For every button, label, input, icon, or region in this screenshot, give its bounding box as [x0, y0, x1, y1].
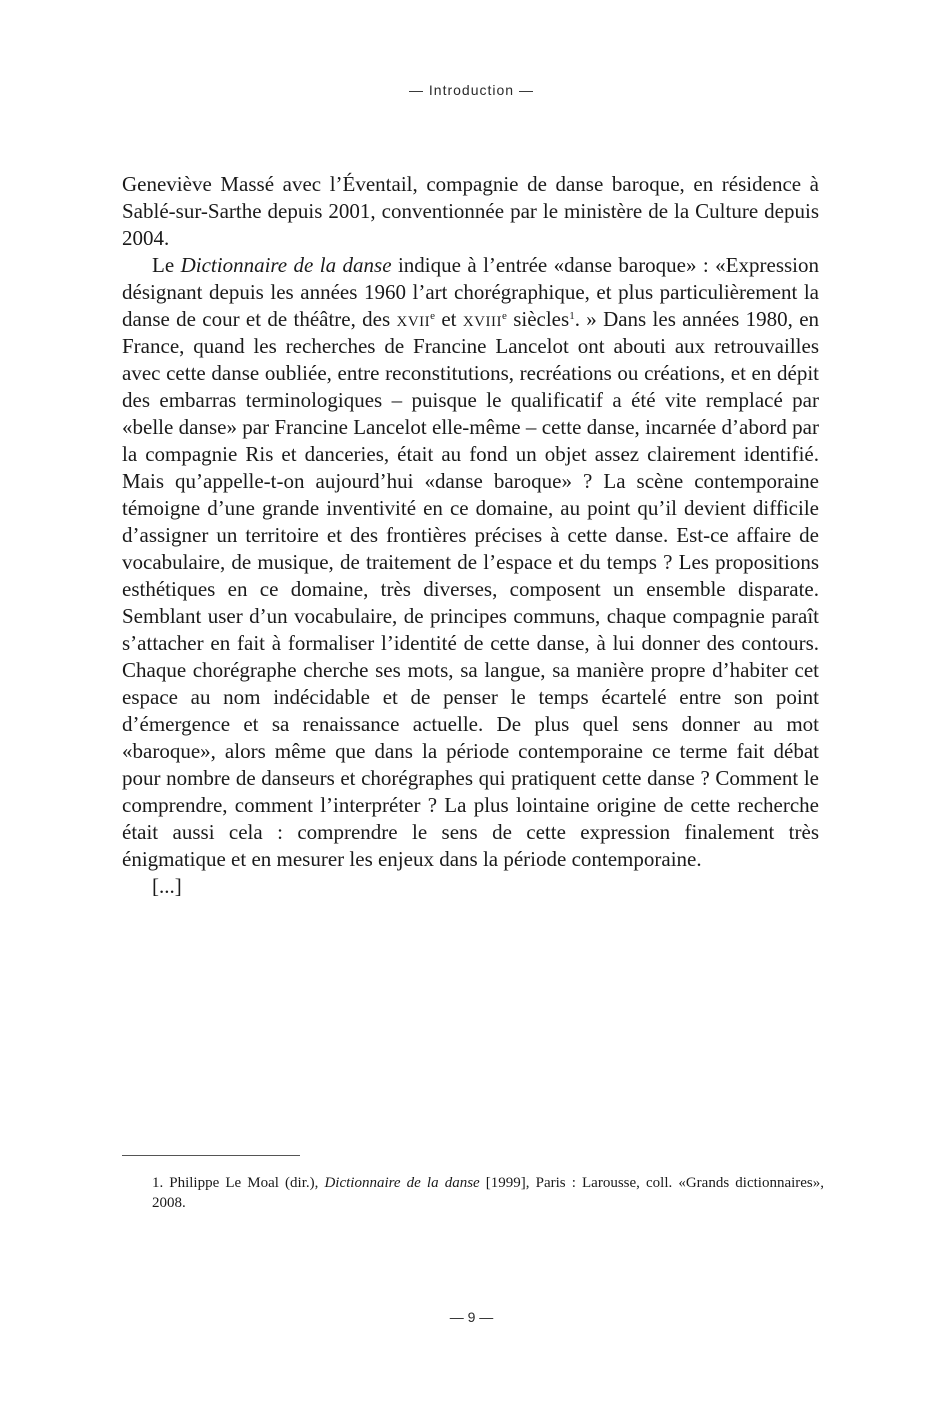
paragraph-2: [122, 252, 819, 873]
paragraph-1: Geneviève Massé avec l’Éventail, compagnie de danse baroque, en résidence à Sablé-sur-Sarthe depuis 2001, conventionnée par le ministère de la Culture depuis 2004.: [122, 172, 819, 250]
footnote-text-b: [1999], Paris : Larousse, coll. «Grands dictionnaires», 2008.: [152, 1175, 825, 1211]
page-number: — 9 —: [449, 1309, 494, 1325]
paragraph-2-text-c: et: [435, 307, 463, 331]
century-18: xviii: [462, 307, 502, 331]
main-text: [122, 171, 819, 900]
footnote-number: 1.: [152, 1175, 164, 1191]
running-head: — Introduction —: [409, 82, 534, 98]
century-17: xvii: [396, 307, 431, 331]
footnote-divider: [122, 1155, 300, 1156]
footnote-reference[interactable]: 1: [569, 310, 575, 322]
footnote-1: [152, 1173, 824, 1213]
footnote-title: Dictionnaire de la danse: [324, 1175, 480, 1191]
footnote-text-a: Philippe Le Moal (dir.),: [169, 1175, 325, 1191]
dictionary-title: Dictionnaire de la danse: [180, 253, 392, 277]
paragraph-2-text-d: siècles: [506, 307, 570, 331]
paragraph-2-text-e: . » Dans les années 1980, en France, quand les recherches de Francine Lancelot ont abouti aux retrouvailles avec cette danse oubliée, entre reconstitutions, recréations ou créations, et en dépit des embarras terminologiques – puisque le qualificatif a été vite remplacé par «belle danse» par Francine Lancelot elle-même – cette danse, incarnée d’abord par la compagnie Ris et danceries, était au fond un objet assez clairement identifié. Mais qu’appelle-t-on aujourd’hui «danse baroque» ? La scène contemporaine témoigne d’une grande inventivité en ce domaine, au point qu’il devient difficile d’assigner un territoire et des frontières précises à cette danse. Est-ce affaire de vocabulaire, de musique, de traitement de l’espace et du temps ? Les propositions esthétiques en ce domaine, très diverses, composent un ensemble disparate. Semblant user d’un vocabulaire, de principes communs, chaque compagnie paraît s’attacher en fait à formaliser l’identité de cette danse, à lui donner des contours. Chaque chorégraphe cherche ses mots, sa langue, sa manière propre d’habiter cet espace au nom indécidable et de penser le temps écartelé entre son point d’émergence et sa renaissance actuelle. De plus quel sens donner au mot «baroque», alors même que dans la période contemporaine ce terme fait débat pour nombre de danseurs et chorégraphes qui pratiquent cette danse ? Comment le comprendre, comment l’interpréter ? La plus lointaine origine de cette recherche était aussi cela : comprendre le sens de cette expression finalement très énigmatique et en mesurer les enjeux dans la période contemporaine.: [122, 307, 820, 871]
century-18-suffix: e: [502, 310, 507, 322]
ellipsis: [...]: [152, 874, 182, 898]
century-17-suffix: e: [430, 310, 436, 322]
paragraph-2-text-a: Le: [152, 253, 181, 277]
paragraph-2-text-b: indique à l’entrée «danse baroque» : «Expression désignant depuis les années 1960 l’art chorégraphique, et plus particulièrement la danse de cour et de théâtre, des: [122, 253, 819, 331]
